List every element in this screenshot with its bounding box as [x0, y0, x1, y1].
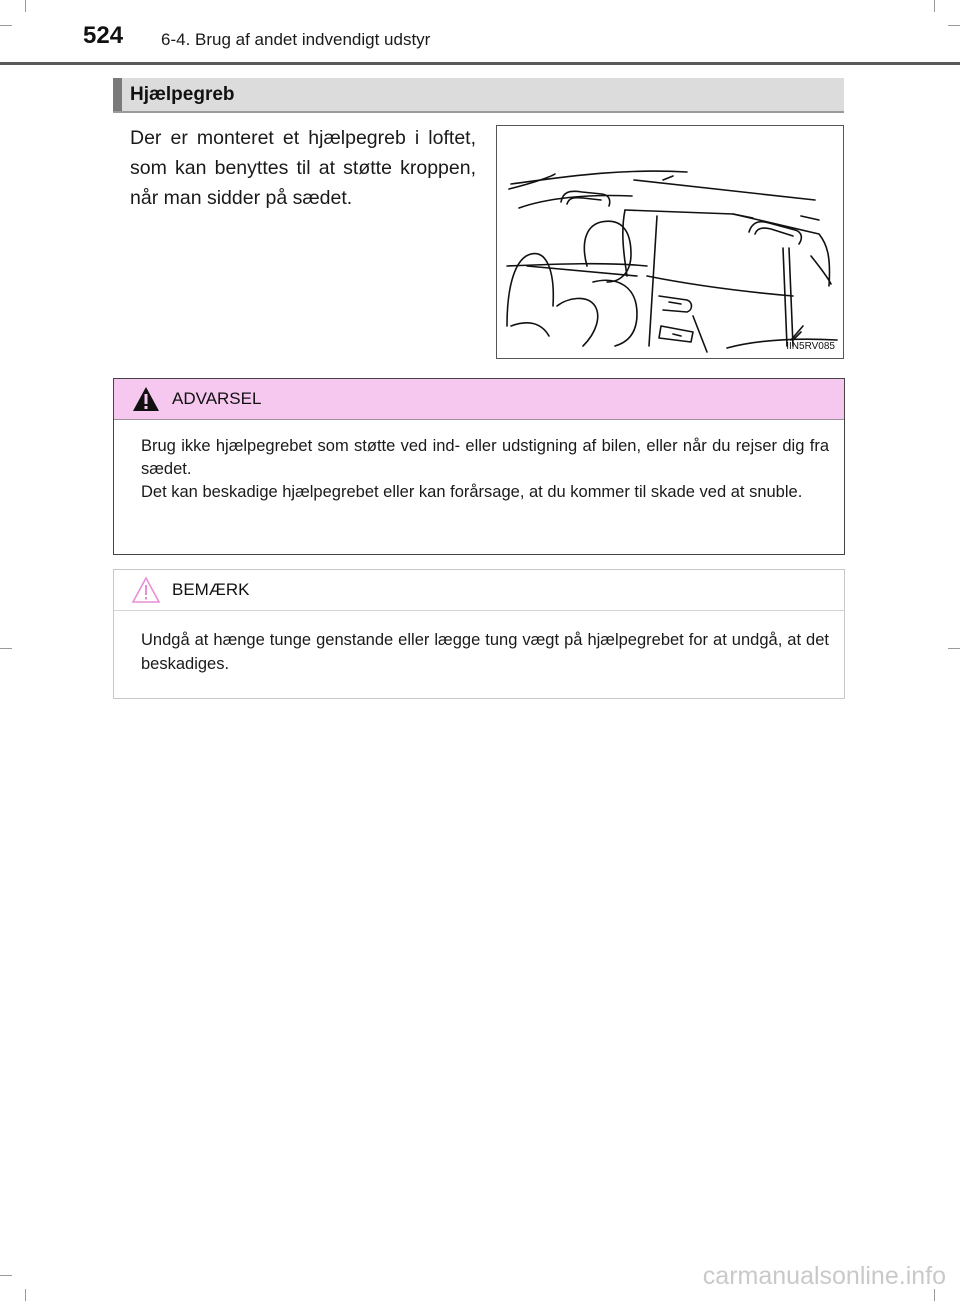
crop-mark [25, 1289, 26, 1301]
notice-title: BEMÆRK [172, 580, 250, 599]
section-heading-bar [113, 78, 844, 111]
body-paragraph: Der er monteret et hjælpegreb i loftet, som kan benyttes til at støtte kroppen, når man sidder på sædet. [130, 127, 476, 209]
notice-header [114, 570, 844, 611]
warning-body [141, 435, 829, 504]
notice-box [113, 569, 845, 699]
warning-box [113, 378, 845, 555]
notice-triangle-icon [131, 576, 161, 609]
section-bar-underline [113, 111, 844, 113]
crop-mark [948, 648, 960, 649]
crop-mark [0, 1275, 12, 1276]
watermark: carmanualsonline.info [702, 1262, 946, 1290]
chapter-title: 6-4. Brug af andet indvendigt udstyr [161, 30, 431, 49]
warning-paragraph: Det kan beskadige hjælpegrebet eller kan forårsage, at du kommer til skade ved at snuble. [141, 483, 803, 501]
warning-title: ADVARSEL [172, 389, 262, 408]
section-title: Hjælpegreb [130, 84, 235, 105]
warning-header [114, 379, 844, 420]
warning-paragraph: Brug ikke hjælpegrebet som støtte ved ind- eller udstigning af bilen, eller når du rejser dig fra sædet. [141, 437, 829, 478]
page-number: 524 [83, 22, 124, 49]
header-rule [0, 62, 960, 65]
assist-grip-figure [496, 125, 844, 359]
crop-mark [948, 25, 960, 26]
notice-body: Undgå at hænge tunge genstande eller lægge tung vægt på hjælpegrebet for at undgå, at det beskadiges. [141, 631, 829, 673]
figure-code: IIN5RV085 [786, 341, 835, 352]
crop-mark [0, 648, 12, 649]
crop-mark [25, 0, 26, 12]
crop-mark [0, 25, 12, 26]
section-bar-edge [113, 78, 122, 111]
crop-mark [934, 0, 935, 12]
warning-triangle-icon [131, 385, 161, 418]
assist-grip-illustration [497, 126, 845, 360]
